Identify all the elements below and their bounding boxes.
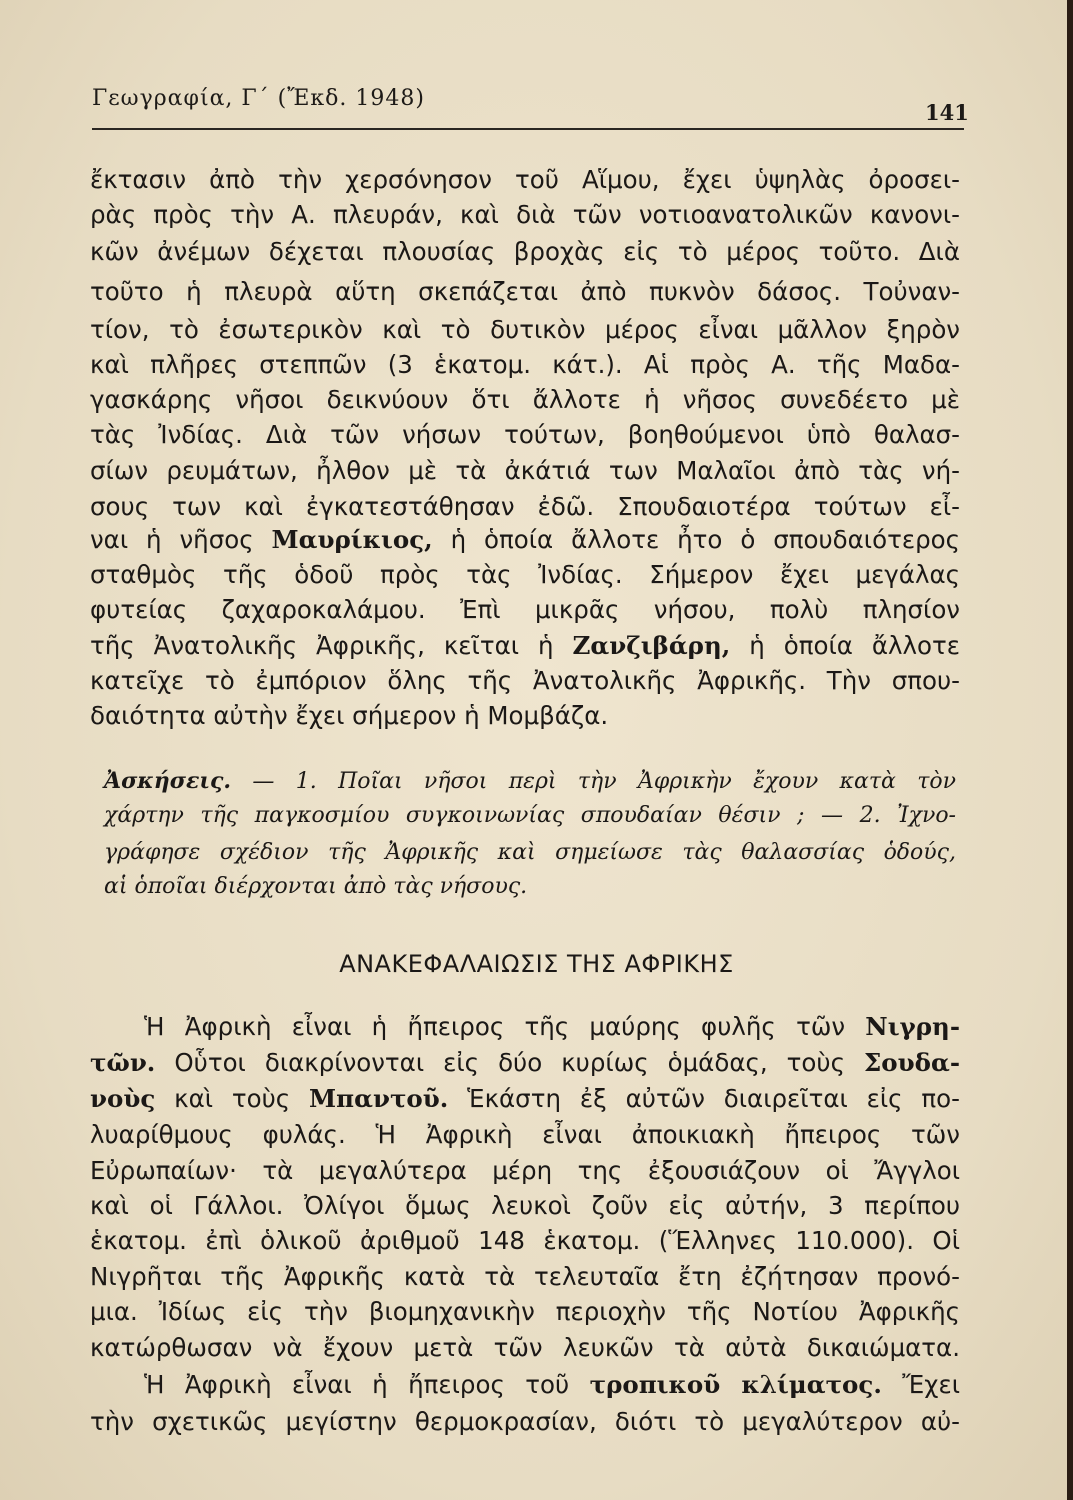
text-line: τοῦτο ἡ πλευρὰ αὕτη σκεπάζεται ἀπὸ πυκνὸν δάσος. Τοὐναν- bbox=[90, 277, 960, 306]
text-line: κατεῖχε τὸ ἐμπόριον ὅλης τῆς Ἀνατολικῆς Ἀφρικῆς. Τὴν σπου- bbox=[90, 666, 960, 695]
exercise-line bbox=[104, 766, 956, 797]
text-line: καὶ πλῆρες στεππῶν (3 ἑκατομ. κάτ.). Αἱ πρὸς Α. τῆς Μαδα- bbox=[90, 350, 960, 379]
exercise-line: γράφησε σχέδιον τῆς Ἀφρικῆς καὶ σημείωσε τὰς θαλασσίας ὁδούς, bbox=[104, 840, 956, 865]
text-line: καὶ οἱ Γάλλοι. Ὀλίγοι ὅμως λευκοὶ ζοῦν εἰς αὐτήν, 3 περίπου bbox=[90, 1191, 960, 1220]
text-line bbox=[90, 1047, 960, 1079]
text-line bbox=[90, 524, 960, 556]
text-line: τίον, τὸ ἐσωτερικὸν καὶ τὸ δυτικὸν μέρος εἶναι μᾶλλον ξηρὸν bbox=[90, 315, 960, 344]
text-line: σίων ρευμάτων, ἦλθον μὲ τὰ ἀκάτιά των Μαλαῖοι ἀπὸ τὰς νή- bbox=[90, 456, 960, 485]
text-line: γασκάρης νῆσοι δεικνύουν ὅτι ἄλλοτε ἡ νῆσος συνεδέετο μὲ bbox=[90, 385, 960, 414]
text-line: φυτείας ζαχαροκαλάμου. Ἐπὶ μικρᾶς νήσου, πολὺ πλησίον bbox=[90, 595, 960, 624]
text-run: — 1. Ποῖαι νῆσοι περὶ τὴν Ἀφρικὴν ἔχουν κατὰ τὸν bbox=[231, 769, 956, 794]
text-line bbox=[90, 1083, 960, 1115]
text-line: κῶν ἀνέμων δέχεται πλουσίας βροχὰς εἰς τὸ μέρος τοῦτο. Διὰ bbox=[90, 237, 960, 266]
text-run: τῆς Ἀνατολικῆς Ἀφρικῆς, κεῖται ἡ bbox=[90, 631, 573, 660]
running-head: Γεωγραφία, Γ΄ (Ἔκδ. 1948) bbox=[92, 86, 425, 111]
text-line: τὰς Ἰνδίας. Διὰ τῶν νήσων τούτων, βοηθούμενοι ὑπὸ θαλασ- bbox=[90, 420, 960, 449]
exercises-label: Ἀσκήσεις. bbox=[104, 768, 232, 794]
page-number: 141 bbox=[925, 100, 969, 125]
text-run: Ἔχει bbox=[881, 1370, 960, 1399]
exercise-line: αἱ ὁποῖαι διέρχονται ἀπὸ τὰς νήσους. bbox=[104, 874, 528, 899]
text-line: δαιότητα αὐτὴν ἔχει σήμερον ἡ Μομβάζα. bbox=[90, 701, 609, 730]
text-line bbox=[144, 1011, 960, 1043]
text-run: Ἡ Ἀφρικὴ εἶναι ἡ ἤπειρος τοῦ bbox=[144, 1370, 590, 1399]
header-rule bbox=[92, 128, 964, 130]
text-line: ἔκτασιν ἀπὸ τὴν χερσόνησον τοῦ Αἵμου, ἔχει ὑψηλὰς ὀροσει- bbox=[90, 165, 960, 194]
text-line: Εὐρωπαίων· τὰ μεγαλύτερα μέρη της ἐξουσιάζουν οἱ Ἄγγλοι bbox=[90, 1156, 960, 1185]
text-run: Ἑκάστη ἐξ αὐτῶν διαιρεῖται εἰς πο- bbox=[448, 1084, 960, 1113]
page-edge bbox=[1067, 0, 1073, 1500]
bold-term: τροπικοῦ κλίματος. bbox=[589, 1370, 882, 1399]
text-run: Οὗτοι διακρίνονται εἰς δύο κυρίως ὁμάδας, τοὺς bbox=[155, 1048, 864, 1077]
text-line: κατώρθωσαν νὰ ἔχουν μετὰ τῶν λευκῶν τὰ αὐτὰ δικαιώματα. bbox=[90, 1333, 960, 1362]
text-line: ρὰς πρὸς τὴν Α. πλευράν, καὶ διὰ τῶν νοτιοανατολικῶν κανονι- bbox=[90, 200, 960, 229]
text-line: μια. Ἰδίως εἰς τὴν βιομηχανικὴν περιοχὴν τῆς Νοτίου Ἀφρικῆς bbox=[90, 1297, 960, 1326]
text-line: τὴν σχετικῶς μεγίστην θερμοκρασίαν, διότι τὸ μεγαλύτερον αὐ- bbox=[90, 1407, 960, 1436]
text-run: ναι ἡ νῆσος bbox=[90, 525, 272, 554]
bold-term: νοὺς bbox=[90, 1084, 156, 1113]
exercise-line: χάρτην τῆς παγκοσμίου συγκοινωνίας σπουδαίαν θέσιν ; — 2. Ἰχνο- bbox=[104, 803, 956, 828]
text-line: σταθμὸς τῆς ὁδοῦ πρὸς τὰς Ἰνδίας. Σήμερον ἔχει μεγάλας bbox=[90, 560, 960, 589]
text-line bbox=[90, 630, 960, 662]
bold-term: τῶν. bbox=[90, 1048, 156, 1077]
text-run: καὶ τοὺς bbox=[155, 1084, 310, 1113]
text-line: ἑκατομ. ἐπὶ ὁλικοῦ ἀριθμοῦ 148 ἑκατομ. (Ἕλληνες 110.000). Οἱ bbox=[90, 1226, 960, 1255]
text-line: λυαρίθμους φυλάς. Ἡ Ἀφρικὴ εἶναι ἀποικιακὴ ἤπειρος τῶν bbox=[90, 1120, 960, 1149]
text-run: ἡ ὁποία ἄλλοτε bbox=[730, 631, 960, 660]
text-run: ἡ ὁποία ἄλλοτε ἦτο ὁ σπουδαιότερος bbox=[432, 525, 960, 554]
bold-term: Ζανζιβάρη, bbox=[572, 631, 731, 660]
text-line: Νιγρῆται τῆς Ἀφρικῆς κατὰ τὰ τελευταῖα ἔτη ἐζήτησαν προνό- bbox=[90, 1262, 960, 1291]
text-run: Ἡ Ἀφρικὴ εἶναι ἡ ἤπειρος τῆς μαύρης φυλῆς τῶν bbox=[144, 1012, 866, 1041]
bold-term: Σουδα- bbox=[863, 1048, 960, 1077]
section-heading: ΑΝΑΚΕΦΑΛΑΙΩΣΙΣ ΤΗΣ ΑΦΡΙΚΗΣ bbox=[339, 950, 734, 978]
bold-term: Μαυρίκιος, bbox=[271, 525, 433, 554]
text-line: σους των καὶ ἐγκατεστάθησαν ἐδῶ. Σπουδαιοτέρα τούτων εἶ- bbox=[90, 492, 960, 521]
text-line bbox=[144, 1369, 960, 1401]
bold-term: Μπαντοῦ. bbox=[309, 1084, 449, 1113]
bold-term: Νιγρη- bbox=[865, 1012, 960, 1041]
